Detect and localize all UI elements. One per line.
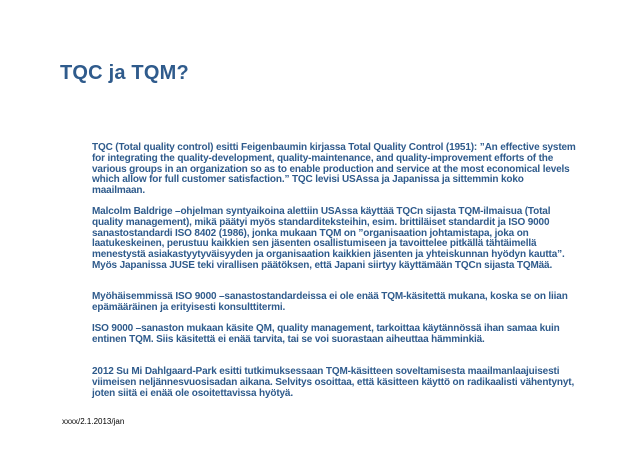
paragraph-dahlgaard-park: 2012 Su Mi Dahlgaard-Park esitti tutkimuksessaan TQM-käsitteen soveltamisesta maailmanlaajuisesti viimeisen neljännesvuosisadan aikana. Selvitys osoittaa, että käsitteen käyttö on radikaalisti vähentynyt, joten siitä ei enää ole osoitettavissa hyötyä. <box>92 366 575 399</box>
paragraph-tqc-definition: TQC (Total quality control) esitti Feigenbaumin kirjassa Total Quality Control (1951): ”An effective system for integrating the quality-development, quality-maintenance, and quality-improvement efforts of the various groups in an organization so as to enable production and service at the most economical levels which allow for full customer satisfaction.” TQC levisi USAssa ja Japanissa ja sittemmin koko maailmaan. <box>92 142 576 197</box>
paragraph-iso-vocabulary: Myöhäisemmissä ISO 9000 –sanastostandardeissa ei ole enää TQM-käsitettä mukana, koska se on liian epämääräinen ja erityisesti konsulttitermi. <box>92 291 568 313</box>
paragraph-iso-qm: ISO 9000 –sanaston mukaan käsite QM, quality management, tarkoittaa käytännössä ihan samaa kuin entinen TQM. Siis käsitettä ei enää tarvita, tai se voi suorastaan aiheuttaa hämminkiä. <box>92 323 560 345</box>
slide-title: TQC ja TQM? <box>60 62 189 84</box>
paragraph-baldrige-tqm: Malcolm Baldrige –ohjelman syntyaikoina alettiin USAssa käyttää TQCn sijasta TQM-ilmaisua (Total quality management), mikä päätyi myös standarditeksteihin, esim. brittiläiset standardit ja ISO 9000 sanastostandardi ISO 8402 (1986), jonka mukaan TQM on ”organisaation johtamistapa, joka on laatukeskeinen, perustuu kaikkien sen jäsenten osallistumiseen ja tavoittelee pitkällä tähtäimellä menestystä asiakastyytyväisyyden ja organisaation kaikkien jäsenten ja yhteiskunnan hyödyn kautta”. Myös Japanissa JUSE teki virallisen päätöksen, että Japani siirtyy käyttämään TQCn sijasta TQMää. <box>92 206 565 271</box>
slide-footer: xxxx/2.1.2013/jan <box>62 417 125 426</box>
